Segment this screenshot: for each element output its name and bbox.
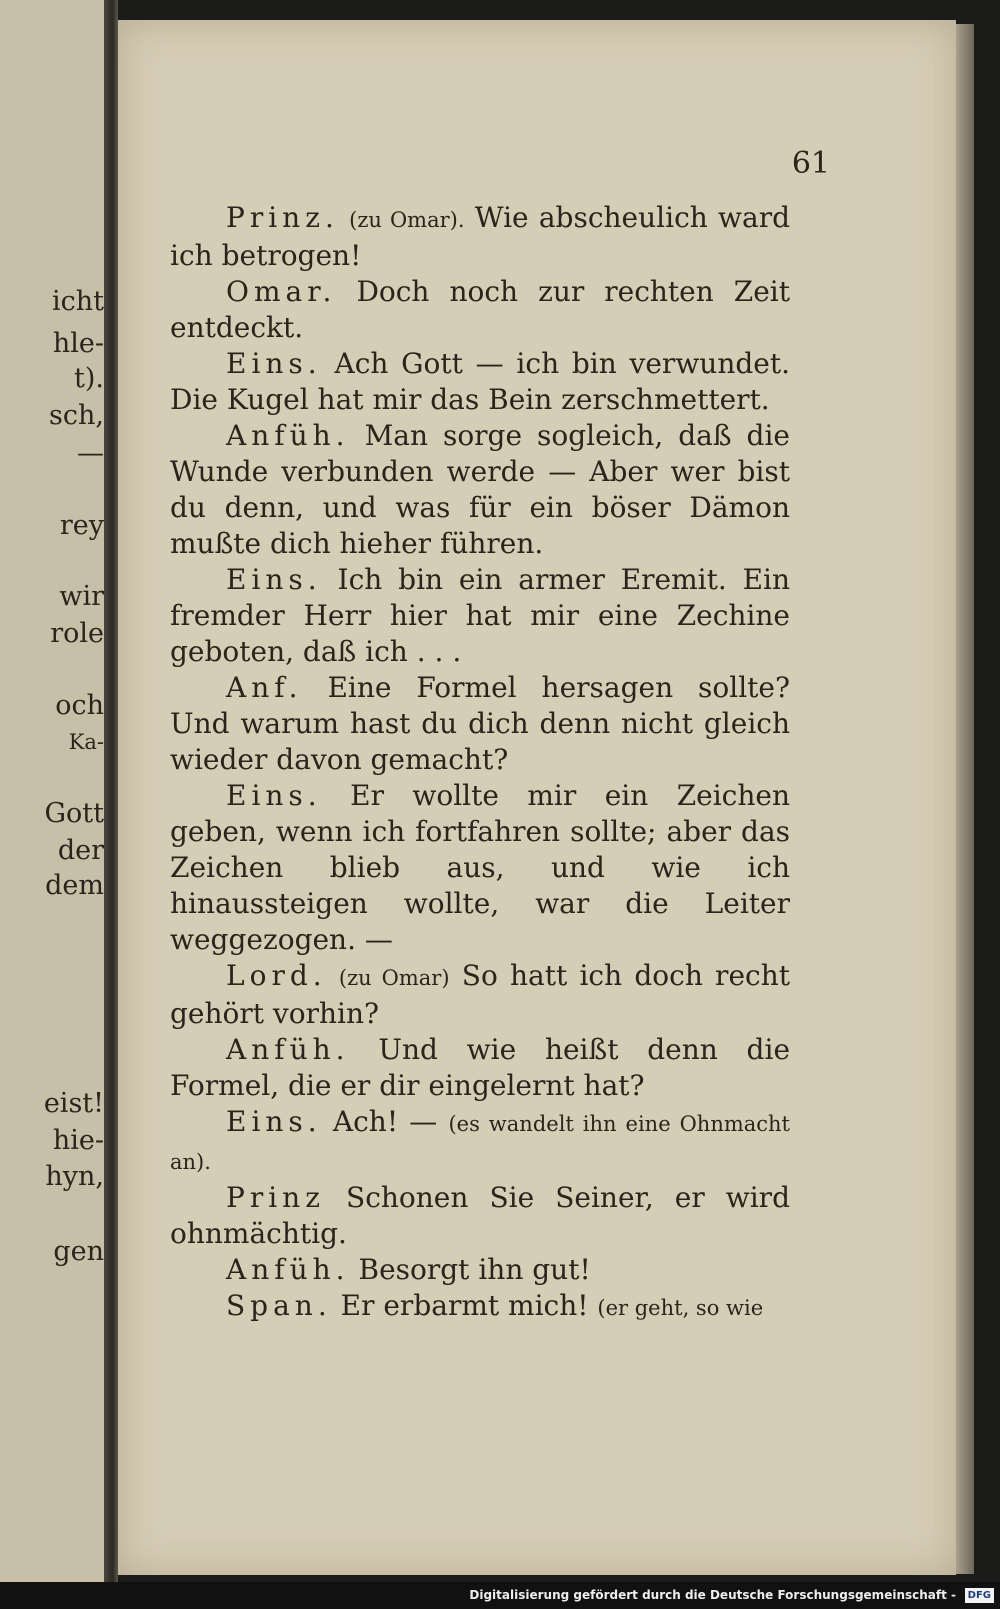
left-fragment-line: eist!	[43, 1088, 104, 1119]
dialogue-text: Ach! —	[332, 1105, 438, 1138]
dialogue-text: Ach Gott — ich bin verwundet. Die Kugel hat mir das Bein zerschmettert.	[170, 347, 790, 416]
paragraph	[170, 562, 790, 670]
left-fragment-line: dem	[45, 870, 104, 901]
speaker-name: Anfüh.	[226, 1033, 350, 1066]
speaker-name: Eins.	[226, 347, 322, 380]
dialogue-text: Wie abscheulich ward ich betrogen!	[170, 201, 791, 272]
left-fragment-line: der	[57, 835, 104, 866]
paragraph	[170, 1032, 790, 1104]
speaker-name: Anf.	[226, 671, 303, 704]
speaker-name: Prinz	[226, 1181, 325, 1214]
dialogue-text: Man sorge sogleich, daß die Wunde verbunden werde — Aber wer bist du denn, und was für ein böser Dämon mußte dich hieher führen.	[170, 419, 790, 560]
stage-direction: (er geht, so wie	[597, 1296, 764, 1320]
left-fragment-line: role	[50, 618, 104, 649]
left-fragment-line: Ka-	[68, 730, 104, 754]
left-fragment-line: icht	[52, 286, 104, 317]
speaker-name: Eins.	[226, 779, 322, 812]
speaker-name: Anfüh.	[226, 419, 350, 452]
stage-direction: (zu Omar)	[338, 966, 450, 990]
left-fragment-line: hyn,	[45, 1161, 104, 1192]
dialogue-text: So hatt ich doch recht gehört vorhin?	[170, 959, 790, 1030]
left-fragment-line: t).	[74, 363, 104, 394]
speaker-name: Prinz.	[226, 201, 339, 234]
dfg-logo: DFG	[965, 1588, 994, 1603]
funding-credit: Digitalisierung gefördert durch die Deutsche Forschungsgemeinschaft -	[469, 1588, 956, 1602]
speaker-name: Omar.	[226, 275, 337, 308]
paragraph	[170, 670, 790, 778]
page-text	[170, 200, 790, 1326]
paragraph	[170, 274, 790, 346]
book-gutter	[104, 0, 118, 1582]
paragraph	[170, 1180, 790, 1252]
left-fragment-line: rey	[59, 510, 104, 541]
speaker-name: Eins.	[226, 1105, 322, 1138]
speaker-name: Eins.	[226, 563, 322, 596]
footer-bar	[0, 1582, 1000, 1609]
dialogue-text: Und wie heißt denn die Formel, die er dir eingelernt hat?	[170, 1033, 791, 1102]
speaker-name: Lord.	[226, 959, 327, 992]
paragraph	[170, 418, 790, 562]
left-fragment-line: sch,	[49, 400, 104, 431]
speaker-name: Anfüh.	[226, 1253, 350, 1286]
dialogue-text: Er wollte mir ein Zeichen geben, wenn ich fortfahren sollte; aber das Zeichen blieb aus, und wie ich hinaussteigen wollte, war die Leiter weggezogen. —	[170, 779, 790, 956]
left-fragment-line: hle-	[52, 328, 104, 359]
paragraph	[170, 1288, 790, 1326]
left-fragment-line: och	[55, 690, 104, 721]
dialogue-text: Schonen Sie Seiner, er wird ohnmächtig.	[170, 1181, 790, 1250]
paragraph	[170, 346, 790, 418]
dialogue-text: Ich bin ein armer Eremit. Ein fremder Herr hier hat mir eine Zechine geboten, daß ich . . .	[170, 563, 791, 668]
speaker-name: Span.	[226, 1289, 332, 1322]
dialogue-text: Besorgt ihn gut!	[358, 1253, 591, 1286]
paragraph	[170, 778, 790, 958]
left-fragment-line: wir	[59, 581, 104, 612]
left-page-fragment	[0, 0, 104, 1582]
left-fragment-line: Gott	[44, 798, 104, 829]
stage-direction: (zu Omar).	[349, 208, 465, 232]
paragraph	[170, 1104, 790, 1180]
paragraph	[170, 200, 790, 274]
page-number: 61	[791, 146, 830, 181]
dialogue-text: Er erbarmt mich!	[340, 1289, 589, 1322]
paragraph	[170, 1252, 790, 1288]
stage-direction: (es wandelt ihn eine Ohnmacht an).	[170, 1112, 791, 1174]
left-fragment-line: —	[77, 438, 104, 469]
dialogue-text: Doch noch zur rechten Zeit entdeckt.	[170, 275, 791, 344]
left-fragment-line: hie-	[52, 1125, 104, 1156]
left-fragment-line: gen	[53, 1236, 104, 1267]
page-edge	[956, 24, 974, 1574]
paragraph	[170, 958, 790, 1032]
dialogue-text: Eine Formel hersagen sollte? Und warum hast du dich denn nicht gleich wieder davon gemacht?	[170, 671, 791, 776]
